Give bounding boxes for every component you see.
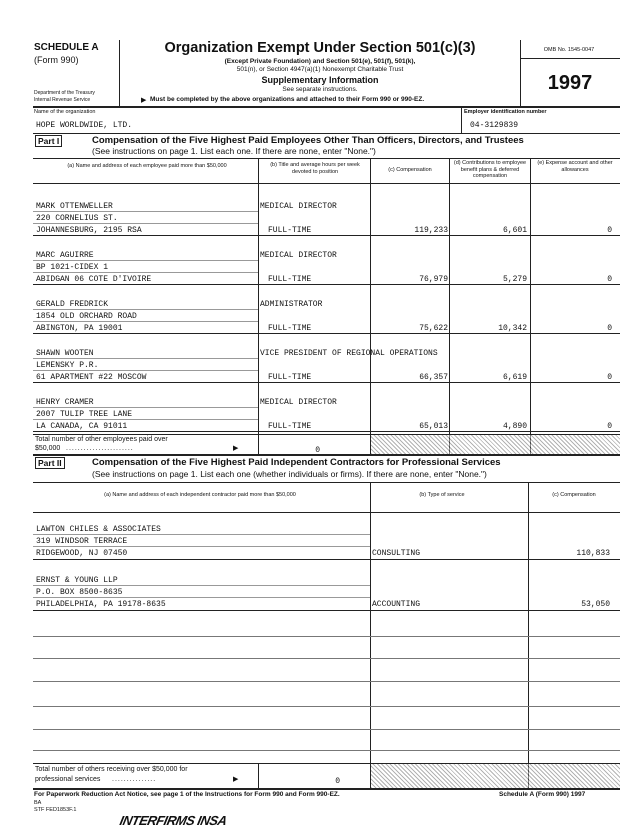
footer-code-2: STF FED1853F.1	[34, 807, 77, 813]
form-header	[0, 0, 640, 110]
row-guide-line	[33, 309, 258, 310]
employee-address-1: 220 CORNELIUS ST.	[36, 214, 118, 223]
employee-address-1: LEMENSKY P.R.	[36, 361, 99, 370]
row-separator	[33, 333, 620, 334]
contractor-name: LAWTON CHILES & ASSOCIATES	[36, 525, 161, 534]
employee-name: MARK OTTENWELLER	[36, 202, 113, 211]
irs-line: Internal Revenue Service	[34, 97, 91, 103]
part-1-total-label-2: $50,000	[35, 445, 61, 452]
employee-compensation: 75,622	[419, 324, 448, 333]
part-1-total-arrow-icon: ▶	[233, 445, 239, 452]
employee-address-2: 61 APARTMENT #22 MOSCOW	[36, 373, 147, 382]
org-name-value: HOPE WORLDWIDE, LTD.	[36, 121, 133, 130]
employee-compensation: 119,233	[414, 226, 448, 235]
employee-hours: FULL-TIME	[268, 275, 312, 284]
employee-contributions: 6,601	[502, 226, 527, 235]
employee-address-1: 2007 TULIP TREE LANE	[36, 410, 133, 419]
omb-number: OMB No. 1545-0047	[543, 47, 595, 53]
part-2-label: Part II	[35, 457, 65, 469]
employee-address-2: LA CANADA, CA 91011	[36, 422, 128, 431]
row-guide-line	[33, 407, 258, 408]
row-separator	[33, 431, 620, 432]
form-subtitle-4: See separate instructions.	[282, 86, 358, 93]
part-2-total-value: 0	[335, 777, 340, 786]
contractor-service: ACCOUNTING	[372, 600, 421, 609]
row-guide-line	[33, 546, 370, 547]
empty-row-line	[33, 750, 620, 751]
schedule-label: SCHEDULE A	[34, 42, 99, 53]
form-number: (Form 990)	[34, 55, 79, 65]
part-2-subtitle: (See instructions on page 1. List each one (whether individuals or firms). If there are none, enter "None.")	[92, 469, 487, 479]
row-guide-line	[33, 260, 258, 261]
row-guide-line	[33, 534, 370, 535]
must-complete-arrow-icon: ▶	[141, 97, 147, 104]
row-guide-line	[33, 585, 370, 586]
contractor-address-2: PHILADELPHIA, PA 19178-8635	[36, 600, 166, 609]
empty-row-line	[33, 706, 620, 707]
part-1-subtitle: (See instructions on page 1. List each one. If there are none, enter "None.")	[92, 146, 376, 156]
row-separator	[33, 610, 620, 611]
empty-row-line	[33, 658, 620, 659]
part-2-col-b-header: (b) Type of service	[419, 492, 465, 498]
employee-address-2: JOHANNESBURG, 2195 RSA	[36, 226, 142, 235]
ein-label: Employer identification number	[464, 109, 547, 115]
employee-expense: 0	[607, 373, 612, 382]
row-guide-line	[33, 370, 258, 371]
employee-compensation: 66,357	[419, 373, 448, 382]
part-1-label: Part I	[35, 135, 62, 147]
contractor-address-1: 319 WINDSOR TERRACE	[36, 537, 128, 546]
part-1-col-d-header: (d) Contributions to employee benefit plans & deferred compensation	[453, 160, 527, 179]
employee-name: GERALD FREDRICK	[36, 300, 109, 309]
employee-address-2: ABIDGAN 06 COTE D'IVOIRE	[36, 275, 152, 284]
form-subtitle-3: Supplementary Information	[261, 75, 379, 85]
row-guide-line	[33, 358, 258, 359]
part-2-shaded-area	[371, 764, 620, 788]
tax-year: 1997	[547, 72, 593, 94]
part-2-total-label: Total number of others receiving over $50,000 for	[35, 766, 188, 773]
empty-row-line	[33, 636, 620, 637]
part-1-total-value: 0	[315, 446, 320, 455]
employee-address-2: ABINGTON, PA 19001	[36, 324, 123, 333]
footer-code-1: BA	[34, 800, 42, 806]
employee-title: MEDICAL DIRECTOR	[260, 398, 337, 407]
org-name-label: Name of the organization	[34, 109, 96, 115]
employee-compensation: 76,979	[419, 275, 448, 284]
row-separator	[33, 235, 620, 236]
empty-row-line	[33, 729, 620, 730]
empty-row-line	[33, 681, 620, 682]
software-logo: INTERFIRMS INSA	[118, 813, 229, 828]
employee-title: MEDICAL DIRECTOR	[260, 251, 337, 260]
employee-title: MEDICAL DIRECTOR	[260, 202, 337, 211]
contractor-address-1: P.O. BOX 8500-8635	[36, 588, 123, 597]
row-guide-line	[33, 597, 370, 598]
part-2-total-dots: ...............	[112, 776, 157, 783]
form-subtitle-1: (Except Private Foundation) and Section 501(e), 501(f), 501(k),	[224, 58, 416, 65]
part-2-title: Compensation of the Five Highest Paid Independent Contractors for Professional Services	[92, 457, 501, 468]
row-guide-line	[33, 211, 258, 212]
part-2-total-arrow-icon: ▶	[233, 776, 239, 783]
ein-value: 04-3129839	[470, 121, 519, 130]
employee-expense: 0	[607, 226, 612, 235]
contractor-service: CONSULTING	[372, 549, 421, 558]
part-2-total-label-2: professional services	[35, 776, 101, 783]
paperwork-notice: For Paperwork Reduction Act Notice, see page 1 of the Instructions for Form 990 and Form 990-EZ.	[34, 791, 340, 798]
employee-hours: FULL-TIME	[268, 226, 312, 235]
row-guide-line	[33, 223, 258, 224]
contractor-address-2: RIDGEWOOD, NJ 07450	[36, 549, 128, 558]
employee-expense: 0	[607, 422, 612, 431]
row-guide-line	[33, 419, 258, 420]
employee-title: ADMINISTRATOR	[260, 300, 323, 309]
department-line: Department of the Treasury	[34, 90, 95, 96]
employee-contributions: 6,619	[502, 373, 527, 382]
employee-expense: 0	[607, 324, 612, 333]
employee-address-1: BP 1021-CIDEX 1	[36, 263, 109, 272]
employee-contributions: 4,890	[502, 422, 527, 431]
contractor-name: ERNST & YOUNG LLP	[36, 576, 118, 585]
part-1-total-label: Total number of other employees paid over	[35, 436, 168, 443]
schedule-reference: Schedule A (Form 990) 1997	[499, 791, 586, 798]
contractor-compensation: 53,050	[581, 600, 610, 609]
employee-contributions: 5,279	[502, 275, 527, 284]
part-2-col-a-header: (a) Name and address of each independent contractor paid more than $50,000	[104, 492, 296, 498]
part-1-col-b-header: (b) Title and average hours per week devoted to position	[270, 162, 360, 175]
form-subtitle-2: 501(n), or Section 4947(a)(1) Nonexempt Charitable Trust	[236, 66, 404, 73]
part-1-shaded-area	[371, 435, 620, 454]
row-separator	[33, 559, 620, 560]
employee-hours: FULL-TIME	[268, 324, 312, 333]
contractor-compensation: 110,833	[576, 549, 610, 558]
employee-name: MARC AGUIRRE	[36, 251, 94, 260]
row-guide-line	[33, 272, 258, 273]
part-1-col-c-header: (c) Compensation	[388, 167, 432, 173]
row-separator	[33, 284, 620, 285]
employee-name: SHAWN WOOTEN	[36, 349, 94, 358]
employee-contributions: 10,342	[498, 324, 527, 333]
employee-title: VICE PRESIDENT OF REGIONAL OPERATIONS	[260, 349, 438, 358]
employee-compensation: 65,013	[419, 422, 448, 431]
part-1-col-e-header: (e) Expense account and other allowances	[537, 160, 613, 173]
employee-hours: FULL-TIME	[268, 373, 312, 382]
must-complete-note: Must be completed by the above organizations and attached to their Form 990 or 990-EZ.	[150, 96, 425, 103]
employee-name: HENRY CRAMER	[36, 398, 94, 407]
row-guide-line	[33, 321, 258, 322]
part-1-total-dots: .......................	[66, 445, 134, 452]
part-1-title: Compensation of the Five Highest Paid Employees Other Than Officers, Directors, and Trustees	[92, 135, 524, 146]
part-2-col-c-header: (c) Compensation	[552, 492, 596, 498]
row-separator	[33, 382, 620, 383]
employee-address-1: 1854 OLD ORCHARD ROAD	[36, 312, 137, 321]
form-title: Organization Exempt Under Section 501(c)(3)	[164, 40, 476, 56]
employee-expense: 0	[607, 275, 612, 284]
part-1-col-a-header: (a) Name and address of each employee paid more than $50,000	[67, 163, 227, 169]
employee-hours: FULL-TIME	[268, 422, 312, 431]
